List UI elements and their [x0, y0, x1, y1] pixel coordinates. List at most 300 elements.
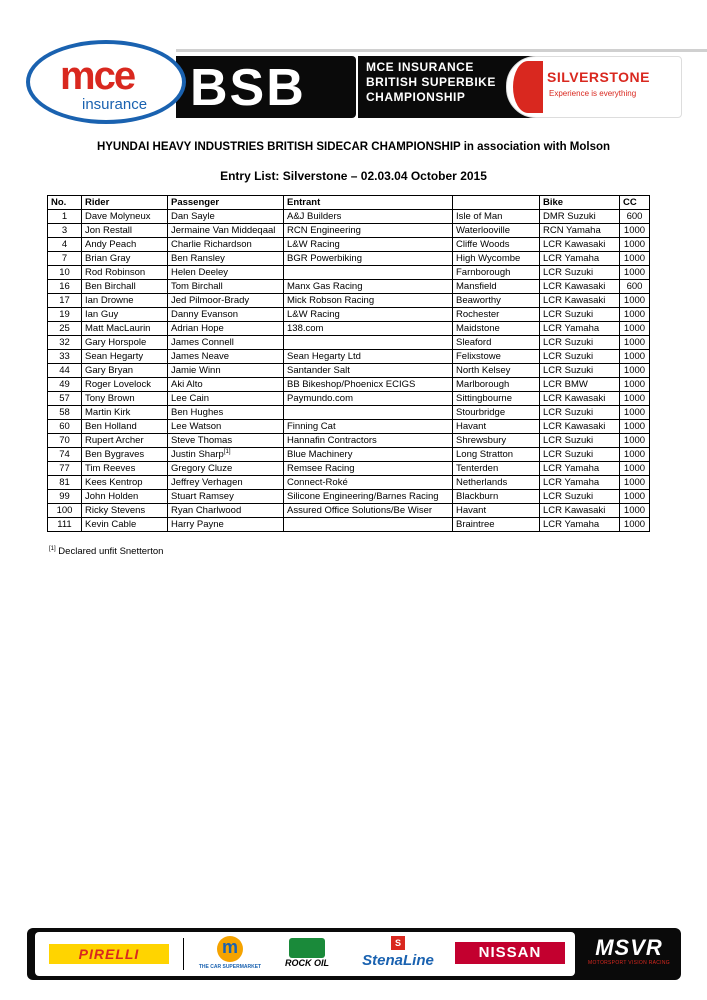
table-row [48, 434, 650, 448]
cell-bike [540, 224, 620, 238]
cell-bike-text: LCR Suzuki [543, 351, 594, 362]
cell-entrant-text: BB Bikeshop/Phoenicx ECIGS [287, 379, 416, 390]
cell-rider [82, 280, 168, 294]
table-row [48, 336, 650, 350]
column-header-entrant: Entrant [284, 196, 453, 210]
cell-cc [620, 280, 650, 294]
cell-entrant-text: A&J Builders [287, 211, 342, 222]
cell-passenger-text: Jeffrey Verhagen [171, 477, 243, 488]
cell-cc-text: 1000 [623, 309, 646, 320]
cell-passenger [168, 308, 284, 322]
cell-location [453, 224, 540, 238]
cell-no-text: 16 [59, 281, 70, 292]
cell-cc [620, 322, 650, 336]
cell-bike-text: LCR Kawasaki [543, 393, 606, 404]
cell-location [453, 280, 540, 294]
document-subtitle: Entry List: Silverstone – 02.03.04 October 2015 [220, 169, 487, 183]
cell-no [48, 252, 82, 266]
cell-no [48, 490, 82, 504]
cell-bike [540, 336, 620, 350]
cell-no-text: 32 [59, 337, 70, 348]
cell-bike-text: LCR Suzuki [543, 435, 594, 446]
cell-passenger [168, 364, 284, 378]
cell-location-text: North Kelsey [456, 365, 511, 376]
mce-logo-sub: insurance [82, 96, 148, 113]
cell-location-text: Braintree [456, 519, 495, 530]
cell-location [453, 434, 540, 448]
cell-bike-text: LCR Yamaha [543, 253, 600, 264]
cell-bike [540, 266, 620, 280]
cell-bike [540, 252, 620, 266]
cell-entrant [284, 476, 453, 490]
cell-rider-text: Dave Molyneux [85, 211, 151, 222]
cell-location-text: Waterlooville [456, 225, 511, 236]
cell-location-text: Havant [456, 421, 487, 432]
cell-rider-text: Tim Reeves [85, 463, 136, 474]
table-row [48, 476, 650, 490]
cell-bike-text: LCR Suzuki [543, 309, 594, 320]
cell-cc-text: 1000 [623, 491, 646, 502]
cell-location [453, 210, 540, 224]
passenger-footnote-marker: [1] [223, 448, 231, 455]
cell-rider-text: Ben Bygraves [85, 449, 145, 460]
cell-location [453, 490, 540, 504]
cell-entrant [284, 322, 453, 336]
cell-no [48, 434, 82, 448]
cell-location-text: Beaworthy [456, 295, 501, 306]
table-row [48, 518, 650, 532]
cell-bike-text: LCR Kawasaki [543, 239, 606, 250]
cell-bike [540, 322, 620, 336]
cell-entrant [284, 210, 453, 224]
table-row [48, 364, 650, 378]
cell-passenger [168, 252, 284, 266]
cell-no [48, 406, 82, 420]
cell-bike [540, 294, 620, 308]
cell-bike [540, 420, 620, 434]
cell-bike [540, 378, 620, 392]
cell-rider-text: Martin Kirk [85, 407, 131, 418]
table-row [48, 406, 650, 420]
cell-passenger-text: Ryan Charlwood [171, 505, 242, 516]
cell-cc-text: 1000 [623, 421, 646, 432]
cell-no [48, 210, 82, 224]
cell-no [48, 364, 82, 378]
cell-location-text: Tenterden [456, 463, 499, 474]
silverstone-logo [506, 56, 682, 118]
cell-no-text: 57 [59, 393, 70, 404]
silverstone-tagline: Experience is everything [549, 89, 637, 98]
rock-oil-icon [289, 938, 325, 958]
cell-entrant-text: Hannafin Contractors [287, 435, 377, 446]
entry-rows [48, 210, 650, 532]
cell-no-text: 81 [59, 477, 70, 488]
cell-cc [620, 490, 650, 504]
cell-passenger [168, 462, 284, 476]
car-supermarket-icon [217, 936, 243, 962]
cell-cc [620, 238, 650, 252]
msvr-logo-sub: MOTORSPORT VISION RACING [588, 960, 670, 966]
cell-no-text: 10 [59, 267, 70, 278]
cell-location-text: Stourbridge [456, 407, 506, 418]
entry-list-table [47, 195, 650, 532]
cell-rider-text: Rod Robinson [85, 267, 146, 278]
cell-cc-text: 1000 [623, 505, 646, 516]
cell-rider [82, 322, 168, 336]
cell-bike-text: RCN Yamaha [543, 225, 601, 236]
table-row [48, 210, 650, 224]
cell-rider [82, 462, 168, 476]
cell-cc-text: 1000 [623, 435, 646, 446]
footnote-marker: [1] [49, 545, 56, 552]
cell-rider-text: Ben Holland [85, 421, 137, 432]
cell-passenger [168, 378, 284, 392]
cell-bike-text: DMR Suzuki [543, 211, 596, 222]
cell-cc-text: 1000 [623, 351, 646, 362]
table-row [48, 322, 650, 336]
table-row [48, 238, 650, 252]
table-row [48, 392, 650, 406]
cell-cc-text: 1000 [623, 449, 646, 460]
cell-location-text: Shrewsbury [456, 435, 507, 446]
cell-rider-text: Andy Peach [85, 239, 137, 250]
table-row [48, 378, 650, 392]
cell-entrant-text: L&W Racing [287, 309, 340, 320]
cell-entrant-text: Manx Gas Racing [287, 281, 363, 292]
cell-bike [540, 434, 620, 448]
cell-rider [82, 490, 168, 504]
cell-bike [540, 518, 620, 532]
sponsor-panel [35, 932, 575, 976]
cell-rider-text: Jon Restall [85, 225, 132, 236]
cell-cc [620, 392, 650, 406]
table-row [48, 504, 650, 518]
stena-flag-icon: S [391, 936, 405, 950]
cell-location-text: Isle of Man [456, 211, 503, 222]
cell-passenger-text: Lee Watson [171, 421, 222, 432]
cell-rider [82, 392, 168, 406]
cell-no [48, 238, 82, 252]
cell-cc-text: 1000 [623, 393, 646, 404]
cell-rider [82, 266, 168, 280]
cell-entrant-text: Silicone Engineering/Barnes Racing [287, 491, 439, 502]
column-header-cc: CC [620, 196, 650, 210]
cell-passenger-text: Harry Payne [171, 519, 224, 530]
cell-rider [82, 252, 168, 266]
cell-rider [82, 448, 168, 462]
table-row [48, 448, 650, 462]
cell-cc [620, 350, 650, 364]
cell-location-text: Sittingbourne [456, 393, 512, 404]
cell-no-text: 44 [59, 365, 70, 376]
cell-location [453, 252, 540, 266]
cell-no-text: 99 [59, 491, 70, 502]
cell-cc [620, 462, 650, 476]
column-header-no: No. [48, 196, 82, 210]
cell-cc-text: 1000 [623, 379, 646, 390]
cell-passenger-text: James Connell [171, 337, 234, 348]
cell-cc [620, 266, 650, 280]
cell-cc-text: 1000 [623, 253, 646, 264]
cell-entrant [284, 336, 453, 350]
mce-insurance-logo [26, 40, 186, 124]
column-header-bike: Bike [540, 196, 620, 210]
cell-rider-text: John Holden [85, 491, 139, 502]
championship-line: MCE INSURANCE [366, 60, 474, 74]
rock-oil-text: ROCK OIL [285, 958, 329, 968]
cell-location-text: Felixstowe [456, 351, 501, 362]
cell-rider-text: Roger Lovelock [85, 379, 152, 390]
cell-location [453, 322, 540, 336]
cell-location-text: High Wycombe [456, 253, 521, 264]
cell-location-text: Sleaford [456, 337, 492, 348]
cell-passenger [168, 420, 284, 434]
cell-rider-text: Ian Guy [85, 309, 119, 320]
cell-entrant [284, 504, 453, 518]
cell-entrant [284, 420, 453, 434]
cell-entrant [284, 378, 453, 392]
cell-no [48, 392, 82, 406]
cell-cc [620, 294, 650, 308]
cell-passenger [168, 294, 284, 308]
cell-no-text: 74 [59, 449, 70, 460]
cell-location [453, 392, 540, 406]
cell-passenger [168, 224, 284, 238]
cell-entrant-text: Connect-Roké [287, 477, 348, 488]
cell-cc [620, 476, 650, 490]
cell-passenger-text: Jermaine Van Middeqaal [171, 225, 276, 236]
cell-rider [82, 364, 168, 378]
cell-no [48, 448, 82, 462]
cell-passenger [168, 448, 284, 462]
cell-rider [82, 504, 168, 518]
cell-location [453, 364, 540, 378]
table-row [48, 462, 650, 476]
cell-bike [540, 350, 620, 364]
cell-location-text: Long Stratton [456, 449, 514, 460]
cell-bike [540, 448, 620, 462]
cell-bike-text: LCR Kawasaki [543, 421, 606, 432]
cell-cc [620, 210, 650, 224]
cell-entrant-text: Finning Cat [287, 421, 336, 432]
pirelli-logo: PIRELLI [49, 944, 169, 964]
cell-rider-text: Tony Brown [85, 393, 135, 404]
cell-no-text: 19 [59, 309, 70, 320]
cell-bike-text: LCR Yamaha [543, 519, 600, 530]
cell-entrant-text: L&W Racing [287, 239, 340, 250]
cell-bike-text: LCR Suzuki [543, 407, 594, 418]
cell-bike [540, 392, 620, 406]
cell-bike-text: LCR Kawasaki [543, 505, 606, 516]
cell-bike [540, 210, 620, 224]
bsb-logo-word: BSB [190, 59, 306, 117]
cell-no [48, 294, 82, 308]
cell-no [48, 420, 82, 434]
cell-rider [82, 210, 168, 224]
cell-no-text: 58 [59, 407, 70, 418]
championship-line: CHAMPIONSHIP [366, 90, 466, 104]
cell-location-text: Mansfield [456, 281, 497, 292]
cell-passenger [168, 266, 284, 280]
cell-passenger [168, 490, 284, 504]
cell-cc [620, 448, 650, 462]
cell-passenger [168, 336, 284, 350]
cell-cc-text: 1000 [623, 267, 646, 278]
sponsor-bar [27, 928, 681, 980]
cell-cc-text: 600 [626, 211, 643, 222]
cell-no-text: 49 [59, 379, 70, 390]
column-header-location [453, 196, 540, 210]
cell-location-text: Farnborough [456, 267, 511, 278]
cell-location-text: Marlborough [456, 379, 510, 390]
cell-bike-text: LCR Suzuki [543, 337, 594, 348]
cell-cc [620, 518, 650, 532]
cell-passenger [168, 504, 284, 518]
cell-cc [620, 504, 650, 518]
cell-location [453, 336, 540, 350]
header-banner [26, 40, 682, 124]
table-row [48, 308, 650, 322]
table-row [48, 266, 650, 280]
rock-oil-logo [279, 938, 335, 968]
cell-entrant-text: Paymundo.com [287, 393, 354, 404]
table-row [48, 252, 650, 266]
cell-rider [82, 518, 168, 532]
cell-rider [82, 434, 168, 448]
cell-location [453, 294, 540, 308]
cell-entrant-text: Remsee Racing [287, 463, 355, 474]
cell-rider-text: Gary Horspole [85, 337, 147, 348]
cell-passenger-text: Charlie Richardson [171, 239, 252, 250]
cell-no-text: 70 [59, 435, 70, 446]
msvr-logo [583, 936, 675, 966]
cell-entrant-text: Mick Robson Racing [287, 295, 375, 306]
cell-entrant [284, 350, 453, 364]
cell-passenger-text: Gregory Cluze [171, 463, 233, 474]
cell-entrant [284, 266, 453, 280]
cell-passenger [168, 280, 284, 294]
table-row [48, 420, 650, 434]
cell-no [48, 378, 82, 392]
cell-cc-text: 1000 [623, 477, 646, 488]
cell-passenger-text: Jed Pilmoor-Brady [171, 295, 250, 306]
cell-no-text: 3 [61, 225, 68, 236]
cell-bike-text: LCR Suzuki [543, 449, 594, 460]
cell-bike [540, 364, 620, 378]
cell-location-text: Rochester [456, 309, 500, 320]
cell-no [48, 224, 82, 238]
cell-passenger [168, 406, 284, 420]
cell-location-text: Havant [456, 505, 487, 516]
cell-passenger [168, 350, 284, 364]
cell-bike [540, 462, 620, 476]
cell-passenger-text: Helen Deeley [171, 267, 229, 278]
cell-entrant-text: Sean Hegarty Ltd [287, 351, 361, 362]
cell-entrant-text: BGR Powerbiking [287, 253, 362, 264]
cell-passenger-text: Stuart Ramsey [171, 491, 234, 502]
cell-no-text: 77 [59, 463, 70, 474]
cell-passenger-text: Jamie Winn [171, 365, 221, 376]
cell-no-text: 17 [59, 295, 70, 306]
cell-location [453, 476, 540, 490]
cell-cc [620, 434, 650, 448]
cell-no-text: 25 [59, 323, 70, 334]
cell-cc [620, 308, 650, 322]
cell-passenger-text: Dan Sayle [171, 211, 215, 222]
cell-entrant [284, 434, 453, 448]
cell-location [453, 378, 540, 392]
cell-rider-text: Matt MacLaurin [85, 323, 151, 334]
cell-location [453, 350, 540, 364]
cell-bike [540, 504, 620, 518]
cell-entrant [284, 364, 453, 378]
cell-entrant [284, 448, 453, 462]
cell-cc [620, 364, 650, 378]
cell-entrant [284, 392, 453, 406]
cell-cc-text: 1000 [623, 519, 646, 530]
cell-cc-text: 1000 [623, 337, 646, 348]
cell-no-text: 4 [61, 239, 68, 250]
cell-location [453, 420, 540, 434]
cell-rider [82, 336, 168, 350]
cell-entrant [284, 462, 453, 476]
table-row [48, 294, 650, 308]
cell-entrant-text: Santander Salt [287, 365, 350, 376]
cell-no [48, 350, 82, 364]
cell-no-text: 111 [57, 519, 72, 530]
silverstone-logo-word: SILVERSTONE [547, 69, 651, 85]
cell-bike-text: LCR Suzuki [543, 491, 594, 502]
mce-logo-word: mce [60, 54, 135, 98]
column-header-passenger: Passenger [168, 196, 284, 210]
cell-passenger [168, 476, 284, 490]
cell-cc [620, 420, 650, 434]
cell-no-text: 60 [59, 421, 70, 432]
cell-no-text: 33 [59, 351, 70, 362]
cell-rider-text: Ben Birchall [85, 281, 136, 292]
nissan-logo: NISSAN [455, 942, 565, 964]
cell-bike [540, 308, 620, 322]
cell-rider-text: Gary Bryan [85, 365, 134, 376]
cell-cc [620, 336, 650, 350]
cell-cc-text: 1000 [623, 225, 646, 236]
cell-location-text: Blackburn [456, 491, 499, 502]
table-header-row [48, 196, 650, 210]
cell-bike-text: LCR Yamaha [543, 463, 600, 474]
cell-entrant [284, 308, 453, 322]
cell-passenger [168, 518, 284, 532]
cell-passenger-text: Danny Evanson [171, 309, 239, 320]
bsb-logo [176, 56, 356, 118]
cell-bike [540, 238, 620, 252]
stena-line-text: StenaLine [362, 952, 434, 969]
cell-no [48, 308, 82, 322]
cell-location [453, 308, 540, 322]
cell-entrant [284, 406, 453, 420]
cell-entrant [284, 280, 453, 294]
cell-passenger-text: Ben Ransley [171, 253, 225, 264]
cell-passenger [168, 392, 284, 406]
cell-no-text: 1 [61, 211, 68, 222]
cell-no-text: 100 [56, 505, 73, 516]
cell-no-text: 7 [61, 253, 68, 264]
cell-location-text: Netherlands [456, 477, 508, 488]
cell-entrant-text: 138.com [287, 323, 324, 334]
cell-bike-text: LCR Yamaha [543, 477, 600, 488]
stena-line-logo [353, 936, 443, 969]
table-row [48, 490, 650, 504]
cell-cc [620, 224, 650, 238]
